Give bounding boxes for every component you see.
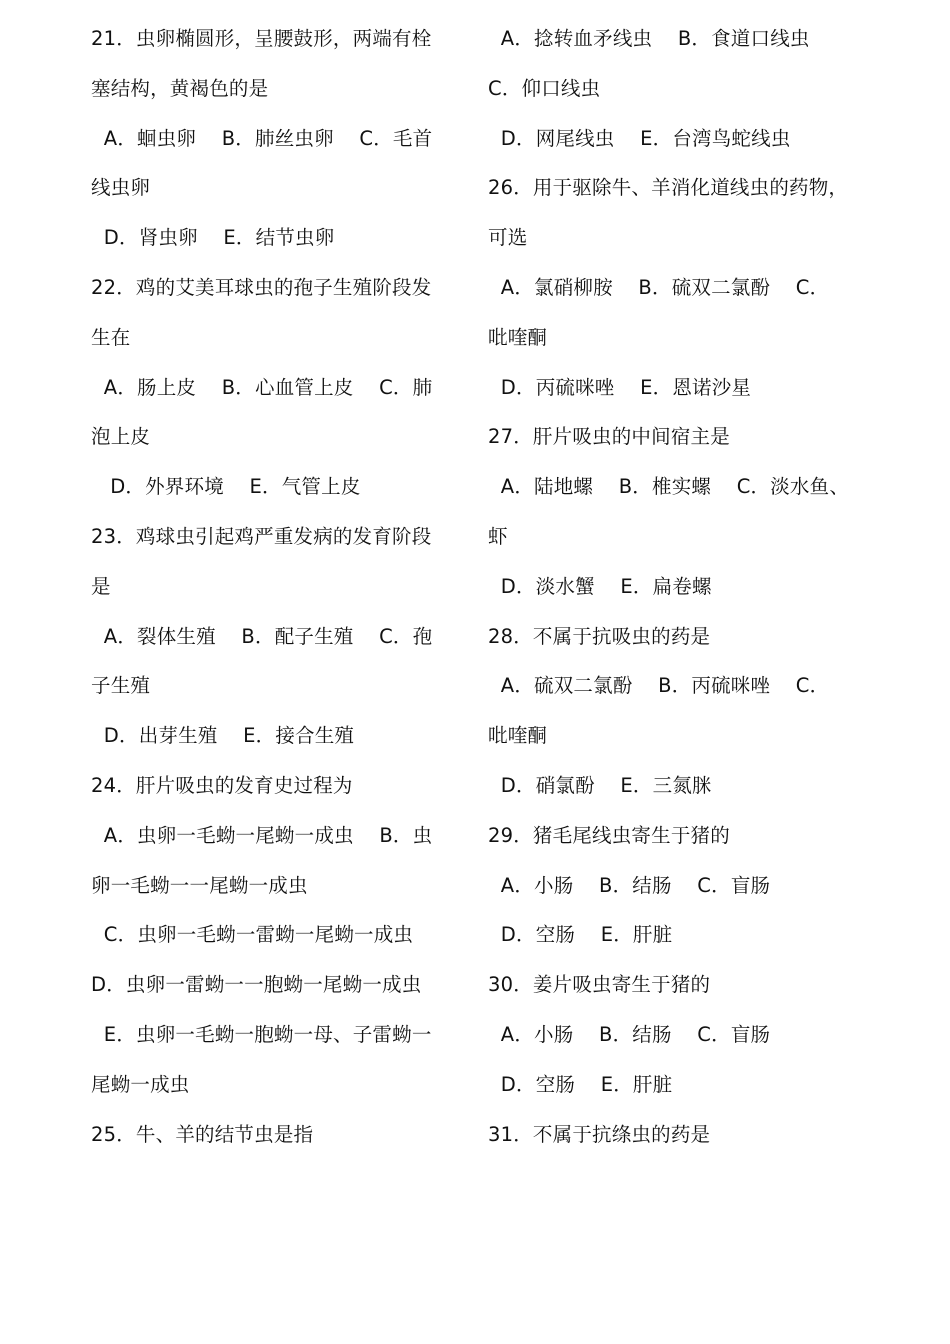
right-column-text-line: D．网尾线虫 E．台湾鸟蛇线虫 xyxy=(488,126,791,150)
left-column-text-line: D．虫卵一雷蚴一一胞蚴一尾蚴一成虫 xyxy=(91,973,422,997)
left-column-text-line: E．虫卵一毛蚴一胞蚴一母、子雷蚴一 xyxy=(91,1022,432,1046)
right-column-text-line: 可选 xyxy=(488,226,528,250)
left-column-text-line: C．虫卵一毛蚴一雷蚴一尾蚴一成虫 xyxy=(91,923,414,947)
right-column xyxy=(488,14,888,1159)
right-column-text-line: 虾 xyxy=(488,524,508,548)
left-column-text-line: 21．虫卵椭圆形，呈腰鼓形，两端有栓 xyxy=(91,27,432,50)
left-column-text-line: 24．肝片吸虫的发育史过程为 xyxy=(91,773,353,797)
right-column-text-line: A．捻转血矛线虫 B．食道口线虫 xyxy=(488,27,810,50)
right-column-text-line: A．硫双二氯酚 B．丙硫咪唑 C． xyxy=(488,674,830,698)
right-column-text-line: 吡喹酮 xyxy=(488,724,548,748)
right-column-text-line: A．陆地螺 B．椎实螺 C．淡水鱼、 xyxy=(488,475,850,499)
right-column-text-line: A．氯硝柳胺 B．硫双二氯酚 C． xyxy=(488,275,830,299)
right-column-text-line: 28．不属于抗吸虫的药是 xyxy=(488,624,711,648)
left-column-text-line: A．蛔虫卵 B．肺丝虫卵 C．毛首 xyxy=(91,126,433,150)
right-column-text-line: D．空肠 E．肝脏 xyxy=(488,1072,673,1096)
left-column-text-line: 线虫卵 xyxy=(91,176,151,200)
right-column-text-line: 31．不属于抗绦虫的药是 xyxy=(488,1122,711,1146)
left-column-text-line: A．裂体生殖 B．配子生殖 C．孢 xyxy=(91,624,433,648)
right-column-text-line: C．仰口线虫 xyxy=(488,76,601,100)
right-column-text-line: 30．姜片吸虫寄生于猪的 xyxy=(488,973,711,997)
left-column-text-line: 25．牛、羊的结节虫是指 xyxy=(91,1122,314,1146)
right-column-text-line: D．空肠 E．肝脏 xyxy=(488,923,673,947)
left-column-text-line: 生在 xyxy=(91,325,131,349)
left-column-text-line: 23．鸡球虫引起鸡严重发病的发育阶段 xyxy=(91,524,432,548)
left-column xyxy=(91,14,466,1159)
left-column-text-line: 子生殖 xyxy=(91,674,151,698)
left-column-text-line: D．出芽生殖 E．接合生殖 xyxy=(91,724,355,748)
right-column-text-line: 29．猪毛尾线虫寄生于猪的 xyxy=(488,823,730,847)
left-column-text-line: A．虫卵一毛蚴一尾蚴一成虫 B．虫 xyxy=(91,823,433,847)
right-column-text-line: 吡喹酮 xyxy=(488,325,548,349)
left-column-text-line: 塞结构，黄褐色的是 xyxy=(91,76,269,100)
left-column-text-line: A．肠上皮 B．心血管上皮 C．肺 xyxy=(91,375,433,399)
right-column-text-line: 26．用于驱除牛、羊消化道线虫的药物， xyxy=(488,176,849,200)
right-column-text-line: A．小肠 B．结肠 C．盲肠 xyxy=(488,1022,771,1046)
left-column-text-line: 泡上皮 xyxy=(91,425,151,449)
left-column-text-line: D．外界环境 E．气管上皮 xyxy=(91,475,361,499)
right-column-text-line: D．淡水蟹 E．扁卷螺 xyxy=(488,574,712,598)
left-column-text-line: 22．鸡的艾美耳球虫的孢子生殖阶段发 xyxy=(91,275,432,299)
right-column-text-line: D．硝氯酚 E．三氮脒 xyxy=(488,773,712,797)
left-column-text-line: 是 xyxy=(91,574,111,598)
left-column-text-line: D．肾虫卵 E．结节虫卵 xyxy=(91,226,335,250)
right-column-text-line: D．丙硫咪唑 E．恩诺沙星 xyxy=(488,375,752,399)
left-column-text-line: 卵一毛蚴一一尾蚴一成虫 xyxy=(91,873,308,897)
right-column-text-line: 27．肝片吸虫的中间宿主是 xyxy=(488,425,730,449)
right-column-text-line: A．小肠 B．结肠 C．盲肠 xyxy=(488,873,771,897)
left-column-text-line: 尾蚴一成虫 xyxy=(91,1072,190,1096)
